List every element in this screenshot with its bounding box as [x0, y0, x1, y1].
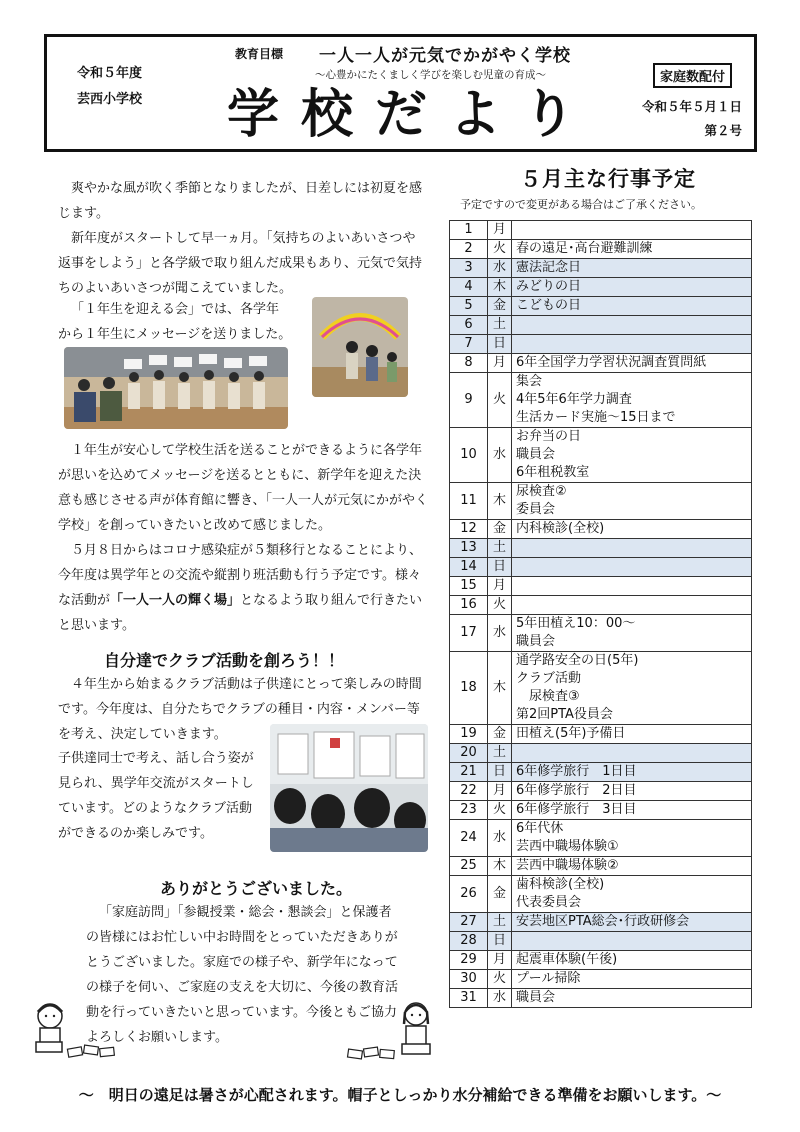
- schedule-day: 19: [450, 725, 488, 744]
- motto-label: 教育目標: [235, 47, 284, 61]
- schedule-events: [512, 951, 752, 970]
- schedule-event: [516, 316, 747, 334]
- schedule-weekday: 金: [488, 520, 512, 539]
- schedule-weekday: 月: [488, 951, 512, 970]
- schedule-day: 7: [450, 335, 488, 354]
- schedule-day: 14: [450, 558, 488, 577]
- schedule-weekday: 水: [488, 820, 512, 857]
- schedule-event: 職員会: [516, 447, 556, 462]
- club-paragraph-1: ４年生から始まるクラブ活動は子供達にとって楽しみの時間です。今年度は、自分たちでクラブの種目・内容・メンバー等を考え、決定していきます。: [58, 677, 422, 742]
- schedule-row: [450, 316, 752, 335]
- schedule-row: [450, 744, 752, 763]
- schedule-weekday: 金: [488, 725, 512, 744]
- ceremony-reflection: [58, 438, 428, 638]
- intro-text: [58, 176, 428, 301]
- schedule-row: [450, 278, 752, 297]
- club-paragraph-2: 子供達同士で考え、話し合う姿が見られ、異学年交流がスタートしています。どのようなクラブ活動ができるのか楽しみです。: [58, 751, 254, 841]
- schedule-row: [450, 652, 752, 725]
- schedule-weekday: 木: [488, 652, 512, 725]
- schedule-event: 芸西中職場体験②: [516, 858, 619, 873]
- schedule-event: [516, 221, 747, 239]
- school-info: [77, 61, 142, 113]
- schedule-event: 6年代休: [516, 821, 564, 836]
- schedule-events: [512, 278, 752, 297]
- schedule-events: [512, 820, 752, 857]
- schedule-events: [512, 652, 752, 725]
- schedule-event: 第2回PTA役員会: [516, 707, 613, 722]
- schedule-event: 6年修学旅行 1日目: [516, 764, 637, 779]
- schedule-row: [450, 989, 752, 1008]
- schedule-weekday: 土: [488, 316, 512, 335]
- schedule-weekday: 土: [488, 539, 512, 558]
- schedule-event: 通学路安全の日(5年): [516, 653, 639, 668]
- schedule-weekday: 土: [488, 744, 512, 763]
- schedule-event: 生活カード実施～15日まで: [516, 410, 676, 425]
- schedule-weekday: 木: [488, 857, 512, 876]
- schedule-events: [512, 297, 752, 316]
- intro-paragraph-3b: から１年生にメッセージを送りました。: [58, 327, 292, 342]
- schedule-row: [450, 221, 752, 240]
- schedule-weekday: 水: [488, 615, 512, 652]
- schedule-events: [512, 335, 752, 354]
- schedule-event: プール掃除: [516, 971, 581, 986]
- schedule-weekday: 水: [488, 428, 512, 483]
- schedule-row: [450, 615, 752, 652]
- schedule-row: [450, 539, 752, 558]
- schedule-day: 27: [450, 913, 488, 932]
- schedule-row: [450, 240, 752, 259]
- school-motto: 一人一人が元気でかがやく学校: [319, 46, 571, 66]
- schedule-event: クラブ活動: [516, 671, 582, 686]
- schedule-day: 23: [450, 801, 488, 820]
- schedule-row: [450, 520, 752, 539]
- intro-paragraph-5c: となるよう取り組んで行きたいと思います。: [58, 593, 423, 633]
- schedule-weekday: 月: [488, 221, 512, 240]
- event-schedule-table: [449, 220, 752, 1008]
- schedule-day: 26: [450, 876, 488, 913]
- schedule-event: 6年修学旅行 2日目: [516, 783, 637, 798]
- schedule-day: 6: [450, 316, 488, 335]
- schedule-row: [450, 857, 752, 876]
- schedule-row: [450, 782, 752, 801]
- schedule-event: 職員会: [516, 634, 556, 649]
- schedule-event: 委員会: [516, 502, 556, 517]
- masthead: [44, 34, 757, 152]
- issue-date: 令和５年５月１日: [641, 99, 742, 114]
- schedule-weekday: 水: [488, 989, 512, 1008]
- schedule-event: 6年修学旅行 3日目: [516, 802, 637, 817]
- schedule-event: 内科検診(全校): [516, 521, 605, 536]
- schedule-row: [450, 951, 752, 970]
- balloon-arch-image: [312, 297, 408, 397]
- schedule-day: 2: [450, 240, 488, 259]
- schedule-day: 16: [450, 596, 488, 615]
- schedule-events: [512, 725, 752, 744]
- thanks-section-title: ありがとうございました。: [160, 879, 353, 898]
- schedule-row: [450, 259, 752, 278]
- club-text-2: [58, 746, 263, 846]
- schedule-events: [512, 763, 752, 782]
- intro-paragraph-4: １年生が安心して学校生活を送ることができるように各学年が思いを込めてメッセージを送るとともに、新学年を迎えた決意も感じさせる声が体育館に響き、「一人一人が元気にかがやく学校」を創っていきたいと改めて感じました。: [58, 443, 428, 533]
- schedule-event: 代表委員会: [516, 895, 582, 910]
- schedule-weekday: 月: [488, 782, 512, 801]
- schedule-day: 24: [450, 820, 488, 857]
- schedule-event: 5年田植え10：00～: [516, 616, 636, 631]
- schedule-event: 起震車体験(午後): [516, 952, 618, 967]
- schedule-event: [516, 335, 747, 353]
- schedule-row: [450, 428, 752, 483]
- schedule-day: 21: [450, 763, 488, 782]
- issue-number: 第２号: [704, 123, 742, 138]
- schedule-events: [512, 577, 752, 596]
- schedule-events: [512, 373, 752, 428]
- schedule-row: [450, 596, 752, 615]
- schedule-event: [516, 744, 747, 762]
- schedule-weekday: 火: [488, 373, 512, 428]
- schedule-weekday: 日: [488, 335, 512, 354]
- schedule-events: [512, 782, 752, 801]
- schedule-event: 憲法記念日: [516, 260, 582, 275]
- schedule-event: 歯科検診(全校): [516, 877, 605, 892]
- schedule-weekday: 金: [488, 297, 512, 316]
- schedule-note: 予定ですので変更がある場合はご了承ください。: [460, 198, 702, 211]
- schedule-event: 6年全国学力学習状況調査質問紙: [516, 355, 707, 370]
- schedule-events: [512, 744, 752, 763]
- schedule-events: [512, 483, 752, 520]
- schedule-row: [450, 763, 752, 782]
- thanks-paragraph: 「家庭訪問」「参観授業・総会・懇談会」と保護者の皆様にはお忙しい中お時間をとっていただきありがとうございました。家庭での様子や、新学年になっての様子を伺い、ご家庭の支えを大切に、今後の教育活動を行っていきたいと思っています。今後ともご協力よろしくお願いします。: [86, 905, 399, 1045]
- schedule-weekday: 金: [488, 876, 512, 913]
- schedule-event: [516, 577, 747, 595]
- motto-subtitle: ～心豊かにたくましく学びを楽しむ児童の育成～: [315, 69, 546, 81]
- schedule-row: [450, 970, 752, 989]
- schedule-events: [512, 354, 752, 373]
- schedule-weekday: 木: [488, 278, 512, 297]
- schedule-day: 28: [450, 932, 488, 951]
- schedule-row: [450, 373, 752, 428]
- schedule-row: [450, 335, 752, 354]
- schedule-day: 18: [450, 652, 488, 725]
- schedule-day: 25: [450, 857, 488, 876]
- schedule-day: 5: [450, 297, 488, 316]
- schedule-event: [516, 596, 747, 614]
- intro-paragraph-5a: ５月８日からはコロナ感染症が５類移行となることにより、今年度は異学年との交流や縦割り班活動も行う予定です。様々な活動が: [58, 543, 423, 608]
- welcome-ceremony-photo: [64, 347, 288, 429]
- footer-notice: ～ 明日の遠足は暑さが心配されます。帽子としっかり水分補給できる準備をお願いします。～: [78, 1086, 722, 1104]
- schedule-day: 30: [450, 970, 488, 989]
- schedule-events: [512, 259, 752, 278]
- schedule-events: [512, 558, 752, 577]
- reading-child-right-illustration: [344, 1000, 434, 1064]
- schedule-event: 尿検査③: [516, 689, 580, 704]
- schedule-weekday: 木: [488, 483, 512, 520]
- schedule-events: [512, 428, 752, 483]
- schedule-event: [516, 932, 747, 950]
- schedule-day: 15: [450, 577, 488, 596]
- welcome-ceremony-image: [64, 347, 288, 429]
- schedule-weekday: 月: [488, 577, 512, 596]
- schedule-event: 集会: [516, 374, 543, 389]
- distribution-badge: 家庭数配付: [653, 63, 732, 88]
- schedule-row: [450, 577, 752, 596]
- schedule-events: [512, 932, 752, 951]
- schedule-row: [450, 876, 752, 913]
- schedule-events: [512, 857, 752, 876]
- schedule-events: [512, 240, 752, 259]
- schedule-body: [450, 221, 752, 1008]
- schedule-title: ５月主な行事予定: [520, 167, 696, 191]
- schedule-events: [512, 876, 752, 913]
- intro-paragraph-5b: 「一人一人の輝く場」: [110, 593, 241, 608]
- schedule-row: [450, 354, 752, 373]
- schedule-events: [512, 615, 752, 652]
- schedule-events: [512, 316, 752, 335]
- intro-paragraph-3a: 「１年生を迎える会」では、各学年: [71, 302, 280, 317]
- schedule-events: [512, 970, 752, 989]
- schedule-day: 3: [450, 259, 488, 278]
- schedule-events: [512, 539, 752, 558]
- schedule-event: 芸西中職場体験①: [516, 839, 619, 854]
- schedule-event: 安芸地区PTA総会･行政研修会: [516, 914, 690, 929]
- school-name: 芸西小学校: [77, 92, 143, 107]
- schedule-day: 31: [450, 989, 488, 1008]
- schedule-event: 尿検査②: [516, 484, 567, 499]
- schedule-weekday: 火: [488, 970, 512, 989]
- newsletter-title: 学校だより: [227, 85, 598, 145]
- club-section-title: 自分達でクラブ活動を創ろう！！: [104, 651, 345, 670]
- schedule-row: [450, 558, 752, 577]
- schedule-row: [450, 297, 752, 316]
- schedule-day: 11: [450, 483, 488, 520]
- club-activity-image: [270, 724, 428, 852]
- schedule-event: 6年租税教室: [516, 465, 590, 480]
- schedule-event: 職員会: [516, 990, 556, 1005]
- schedule-day: 29: [450, 951, 488, 970]
- schedule-row: [450, 932, 752, 951]
- schedule-day: 9: [450, 373, 488, 428]
- intro-paragraph-5: [58, 538, 428, 638]
- intro-paragraph-1: 爽やかな風が吹く季節となりましたが、日差しには初夏を感じます。: [58, 181, 423, 221]
- schedule-event: [516, 558, 747, 576]
- schedule-row: [450, 913, 752, 932]
- schedule-row: [450, 820, 752, 857]
- schedule-weekday: 水: [488, 259, 512, 278]
- reading-child-left-illustration: [30, 998, 120, 1062]
- schedule-day: 22: [450, 782, 488, 801]
- balloon-arch-photo: [312, 297, 408, 397]
- schedule-weekday: 火: [488, 801, 512, 820]
- schedule-events: [512, 801, 752, 820]
- club-activity-photo: [270, 724, 428, 852]
- schedule-weekday: 日: [488, 763, 512, 782]
- schedule-events: [512, 221, 752, 240]
- schedule-event: お弁当の日: [516, 429, 582, 444]
- schedule-day: 20: [450, 744, 488, 763]
- schedule-day: 8: [450, 354, 488, 373]
- schedule-row: [450, 801, 752, 820]
- schedule-weekday: 火: [488, 240, 512, 259]
- schedule-weekday: 日: [488, 558, 512, 577]
- fiscal-year: 令和５年度: [77, 66, 143, 81]
- schedule-row: [450, 725, 752, 744]
- schedule-day: 1: [450, 221, 488, 240]
- schedule-events: [512, 989, 752, 1008]
- issue-info: [642, 95, 742, 143]
- schedule-event: 4年5年6年学力調査: [516, 392, 632, 407]
- intro-paragraph-2: 新年度がスタートして早一ヵ月。「気持ちのよいあいさつや返事をしよう」と各学級で取り組んだ成果もあり、元気で気持ちのよいあいさつが聞こえていました。: [58, 231, 423, 296]
- schedule-row: [450, 483, 752, 520]
- schedule-day: 17: [450, 615, 488, 652]
- schedule-event: こどもの日: [516, 298, 582, 313]
- schedule-day: 12: [450, 520, 488, 539]
- schedule-weekday: 土: [488, 913, 512, 932]
- schedule-events: [512, 913, 752, 932]
- schedule-event: 田植え(5年)予備日: [516, 726, 626, 741]
- schedule-event: [516, 539, 747, 557]
- schedule-weekday: 火: [488, 596, 512, 615]
- schedule-events: [512, 596, 752, 615]
- schedule-event: みどりの日: [516, 279, 582, 294]
- schedule-weekday: 日: [488, 932, 512, 951]
- schedule-weekday: 月: [488, 354, 512, 373]
- schedule-day: 13: [450, 539, 488, 558]
- schedule-events: [512, 520, 752, 539]
- schedule-day: 4: [450, 278, 488, 297]
- schedule-event: 春の遠足･高台避難訓練: [516, 241, 653, 256]
- intro-text-welcome: [58, 297, 308, 347]
- schedule-day: 10: [450, 428, 488, 483]
